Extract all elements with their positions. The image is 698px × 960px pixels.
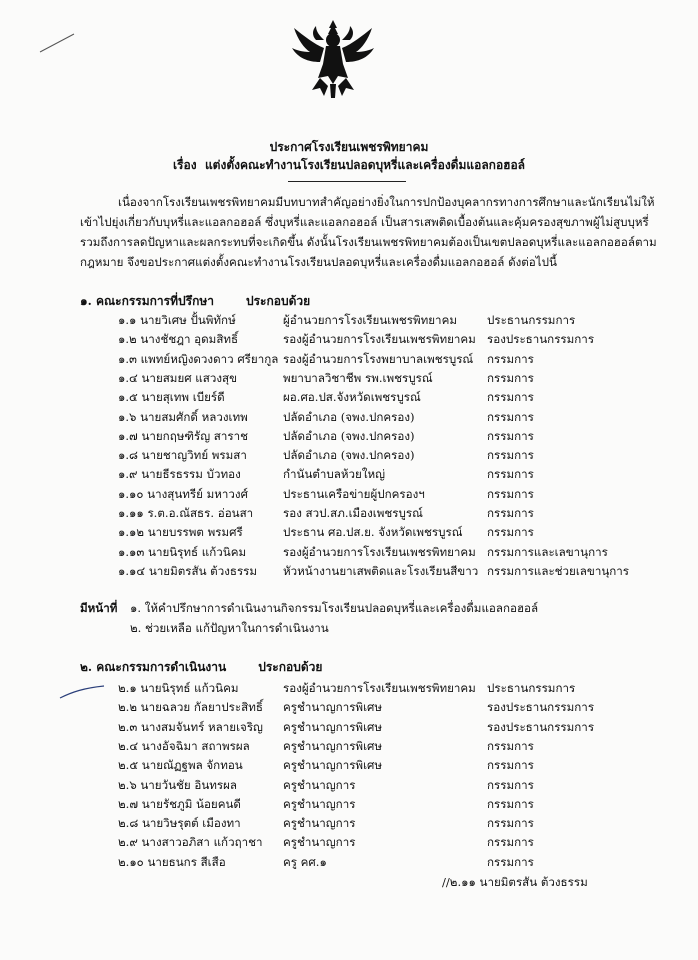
subject-text: แต่งตั้งคณะทำงานโรงเรียนปลอดบุหรี่และเครื่องดื่มแอลกอฮอล์: [204, 158, 526, 172]
member-name: ๑.๗ นายกฤษฑิรัญ สาราช: [118, 428, 248, 443]
member-role: กรรมการ: [487, 448, 534, 463]
member-position: ครูชำนาญการ: [283, 777, 356, 792]
member-name: ๑.๓ แพทย์หญิงดวงดาว ศรียากูล: [118, 351, 279, 366]
member-role: กรรมการ: [487, 854, 534, 869]
member-name: ๒.๑ นายนิรุทธ์ แก้วนิคม: [118, 681, 239, 695]
member-role: กรรมการ: [487, 390, 534, 405]
duty-item: ๒. ช่วยเหลือ แก้ปัญหาในการดำเนินงาน: [130, 621, 329, 635]
member-role: กรรมการ: [487, 351, 534, 366]
member-name: ๑.๑๓ นายนิรุทธ์ แก้วนิคม: [118, 544, 247, 559]
member-name: ๑.๑๐ นางสุนทรีย์ มหาวงศ์: [118, 486, 248, 501]
intro-line: เนื่องจากโรงเรียนเพชรพิทยาคมมีบทบาทสำคัญอย่างยิ่งในการปกป้องบุคลากรทางการศึกษาและนักเรียนไม่ให้: [118, 195, 655, 209]
member-position: ประธานเครือข่ายผู้ปกครองฯ: [283, 486, 425, 501]
member-name: ๒.๓ นางสมจันทร์ หลายเจริญ: [118, 719, 263, 734]
member-position: ผอ.ศอ.ปส.จังหวัดเพชรบูรณ์: [283, 390, 421, 405]
member-name: ๒.๕ นายณัฏฐพล จักทอน: [118, 758, 243, 773]
member-role: กรรมการ: [487, 816, 534, 831]
section2-heading: [80, 658, 322, 677]
member-position: ปลัดอำเภอ (จพง.ปกครอง): [283, 448, 415, 463]
member-role: กรรมการ: [487, 777, 534, 792]
member-position: ปลัดอำเภอ (จพง.ปกครอง): [283, 409, 415, 424]
member-name: ๒.๘ นายวิษรุตต์ เมืองทา: [118, 816, 241, 831]
member-name: ๒.๒ นายฉลวย กัลยาประสิทธิ์: [118, 700, 263, 715]
garuda-emblem-icon: [290, 18, 376, 102]
member-position: รองผู้อำนวยการโรงพยาบาลเพชรบูรณ์: [283, 351, 474, 366]
member-name: ๒.๖ นายวันชัย อินทรผล: [118, 777, 238, 792]
duty-label: มีหน้าที่: [80, 601, 118, 615]
member-role: กรรมการ: [487, 738, 534, 753]
member-role: ประธานกรรมการ: [487, 681, 576, 695]
pen-mark: [38, 30, 78, 56]
member-position: ครู คศ.๑: [283, 854, 327, 869]
member-role: กรรมการ: [487, 796, 534, 811]
member-role: กรรมการ: [487, 409, 534, 424]
member-position: ครูชำนาญการ: [283, 816, 356, 831]
member-role: รองประธานกรรมการ: [487, 719, 595, 734]
member-position: พยาบาลวิชาชีพ รพ.เพชรบูรณ์: [283, 370, 433, 385]
member-position: กำนันตำบลห้วยใหญ่: [283, 467, 386, 482]
section2-heading-text: ๒. คณะกรรมการดำเนินงาน: [80, 660, 227, 674]
member-name: ๑.๑ นายวิเศษ ปั้นพิทักษ์: [118, 313, 236, 327]
intro-line: รวมถึงการลดปัญหาและผลกระทบที่จะเกิดขึ้น ดังนั้นโรงเรียนเพชรพิทยาคมต้องเป็นเขตปลอดบุหรี่และแอลกอฮอล์ตาม: [80, 235, 657, 249]
continuation-note: //๒.๑๑ นายมิตรสัน ต้วงธรรม: [442, 875, 588, 889]
member-position: รอง สวป.สภ.เมืองเพชรบูรณ์: [283, 506, 423, 520]
intro-line: กฎหมาย จึงขอประกาศแต่งตั้งคณะทำงานโรงเรียนปลอดบุหรี่และเครื่องดื่มแอลกอฮอล์ ดังต่อไปนี้: [80, 255, 557, 269]
member-name: ๒.๔ นางอัจฉิมา สถาพรผล: [118, 738, 250, 753]
member-role: กรรมการ: [487, 525, 534, 540]
section1-heading-suffix: ประกอบด้วย: [245, 294, 311, 308]
member-name: ๑.๔ นายสมยศ แสวงสุข: [118, 370, 238, 385]
member-position: ครูชำนาญการ: [283, 796, 356, 811]
member-name: ๑.๙ นายธีรธรรม บัวทอง: [118, 467, 241, 482]
member-name: ๑.๑๒ นายบรรพต พรมศรี: [118, 525, 243, 540]
member-position: ครูชำนาญการพิเศษ: [283, 738, 383, 753]
member-position: หัวหน้างานยาเสพติดและโรงเรียนสีขาว: [283, 563, 479, 578]
member-name: ๑.๖ นายสมศักดิ์ หลวงเทพ: [118, 409, 248, 424]
section2-heading-suffix: ประกอบด้วย: [258, 660, 323, 674]
pen-mark: [58, 682, 108, 702]
member-position: รองผู้อำนวยการโรงเรียนเพชรพิทยาคม: [283, 681, 476, 695]
member-name: ๑.๘ นายชาญวิทย์ พรมสา: [118, 448, 247, 463]
member-role: ประธานกรรมการ: [487, 313, 576, 327]
subject-label: เรื่อง: [172, 158, 197, 172]
member-role: กรรมการ: [487, 428, 534, 443]
member-name: ๑.๒ นางชัชฎา อุดมสิทธิ์: [118, 332, 239, 347]
section1-heading-text: ๑. คณะกรรมการที่ปรึกษา: [80, 294, 214, 308]
member-name: ๒.๑๐ นายธนกร สีเสือ: [118, 854, 226, 869]
intro-line: เข้าไปยุ่งเกี่ยวกับบุหรี่และแอลกอฮอล์ ซึ่งบุหรี่และแอลกอฮอล์ เป็นสารเสพติดเบื้องต้นและคุ้มครองสุขภาพผู้ไม่สูบบุหรี่: [80, 215, 649, 229]
member-role: กรรมการ: [487, 486, 534, 501]
announcement-subject: [0, 156, 698, 175]
member-role: กรรมการและเลขานุการ: [487, 544, 608, 559]
title-underline: [288, 181, 406, 182]
member-position: ประธาน ศอ.ปส.ย. จังหวัดเพชรบูรณ์: [283, 525, 463, 540]
member-role: กรรมการ: [487, 467, 534, 482]
member-position: ครูชำนาญการพิเศษ: [283, 700, 383, 715]
intro-paragraph: [80, 192, 657, 272]
member-name: ๑.๕ นายสุเทพ เบียร์ดี: [118, 390, 225, 405]
member-name: ๑.๑๑ ร.ต.อ.ณัสธร. อ่อนสา: [118, 506, 254, 520]
member-position: ผู้อำนวยการโรงเรียนเพชรพิทยาคม: [283, 313, 457, 327]
member-position: รองผู้อำนวยการโรงเรียนเพชรพิทยาคม: [283, 544, 476, 559]
duty-item: ๑. ให้คำปรึกษาการดำเนินงานกิจกรรมโรงเรียนปลอดบุหรี่และเครื่องดื่มแอลกอฮอล์: [130, 601, 539, 615]
member-role: รองประธานกรรมการ: [487, 700, 595, 715]
member-position: ปลัดอำเภอ (จพง.ปกครอง): [283, 428, 415, 443]
member-role: กรรมการ: [487, 758, 534, 773]
member-role: กรรมการ: [487, 835, 534, 850]
member-role: รองประธานกรรมการ: [487, 332, 595, 347]
member-position: รองผู้อำนวยการโรงเรียนเพชรพิทยาคม: [283, 332, 476, 347]
member-role: กรรมการ: [487, 370, 534, 385]
section1-heading: [80, 292, 310, 311]
member-name: ๒.๗ นายรัชภูมิ น้อยคนดี: [118, 796, 241, 811]
member-position: ครูชำนาญการพิเศษ: [283, 719, 383, 734]
member-role: กรรมการและช่วยเลขานุการ: [487, 563, 630, 578]
announcement-title: ประกาศโรงเรียนเพชรพิทยาคม: [269, 140, 429, 154]
member-position: ครูชำนาญการ: [283, 835, 356, 850]
member-name: ๒.๙ นางสาวอภิสา แก้วฤาชา: [118, 835, 263, 850]
member-role: กรรมการ: [487, 506, 534, 520]
member-name: ๑.๑๔ นายมิตรสัน ต้วงธรรม: [118, 563, 258, 578]
member-position: ครูชำนาญการพิเศษ: [283, 758, 383, 773]
